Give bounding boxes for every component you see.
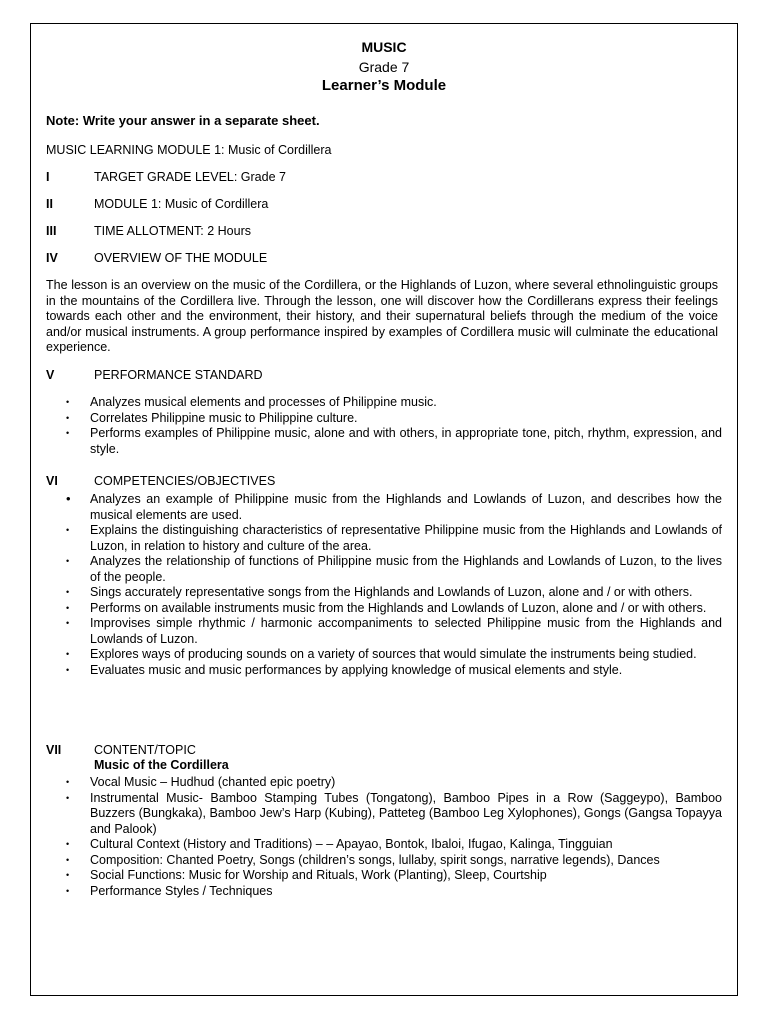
list-item: • Composition: Chanted Poetry, Songs (children’s songs, lullaby, spirit songs, narrative legends), Dances: [66, 852, 660, 867]
module-title: MUSIC LEARNING MODULE 1: Music of Cordillera: [46, 143, 332, 157]
bullet-icon: •: [66, 618, 70, 628]
section-number: IV: [46, 251, 58, 265]
section-time-allotment: TIME ALLOTMENT: 2 Hours: [94, 224, 251, 238]
bullet-icon: •: [66, 428, 70, 438]
list-item: • Explains the distinguishing characteristics of representative Philippine music from the Highlands and Lowlands of Luzon, in relation to history and culture of the area.: [66, 523, 722, 553]
section-number: VII: [46, 743, 62, 757]
section-content-topic: CONTENT/TOPIC: [94, 743, 196, 757]
section-performance-standard: PERFORMANCE STANDARD: [94, 368, 263, 382]
list-item: • Instrumental Music- Bamboo Stamping Tubes (Tongatong), Bamboo Pipes in a Row (Saggeypo), Bamboo Buzzers (Bungkaka), Bamboo Jew’s Harp (Kubing), Patteteg (Bamboo Leg Xylophones), Gongs (Gangsa Topayya and Palook): [66, 790, 722, 836]
competencies-list: [66, 492, 722, 678]
section-competencies: COMPETENCIES/OBJECTIVES: [94, 474, 276, 488]
list-item: • Analyzes an example of Philippine music from the Highlands and Lowlands of Luzon, and describes how the musical elements are used.: [66, 491, 722, 522]
list-item: • Performance Styles / Techniques: [66, 883, 273, 898]
bullet-icon: •: [66, 854, 70, 865]
list-item: • Analyzes musical elements and processes of Philippine music.: [66, 395, 437, 409]
bullet-icon: •: [66, 491, 71, 506]
list-item: • Performs examples of Philippine music, alone and with others, in appropriate tone, pitch, rhythm, expression, and style.: [66, 426, 722, 456]
bullet-icon: •: [66, 556, 70, 566]
list-item: • Explores ways of producing sounds on a variety of sources that would simulate the instruments being studied.: [66, 647, 697, 661]
doc-title: MUSIC: [361, 39, 407, 55]
content-list: [66, 775, 722, 899]
section-number: II: [46, 197, 53, 211]
list-item: • Sings accurately representative songs from the Highlands and Lowlands of Luzon, alone and / or with others.: [66, 585, 693, 599]
bullet-icon: •: [66, 885, 70, 896]
section-number: V: [46, 368, 55, 382]
section-number: III: [46, 224, 57, 238]
section-overview: OVERVIEW OF THE MODULE: [94, 251, 268, 265]
section-target-grade: TARGET GRADE LEVEL: Grade 7: [94, 170, 286, 184]
bullet-icon: •: [66, 870, 70, 880]
list-item: • Correlates Philippine music to Philippine culture.: [66, 410, 358, 425]
bullet-icon: •: [66, 412, 70, 423]
section-module: MODULE 1: Music of Cordillera: [94, 197, 269, 211]
list-item: • Evaluates music and music performances by applying knowledge of musical elements and style.: [66, 662, 623, 677]
section-number: I: [46, 170, 50, 184]
bullet-icon: •: [66, 602, 70, 613]
list-item: • Analyzes the relationship of functions of Philippine music from the Highlands and Lowlands of Luzon, to the lives of the people.: [66, 554, 722, 584]
bullet-icon: •: [66, 839, 70, 849]
bullet-icon: •: [66, 792, 70, 803]
list-item: • Social Functions: Music for Worship and Rituals, Work (Planting), Sleep, Courtship: [66, 868, 547, 882]
section-number: VI: [46, 474, 58, 488]
doc-module: Learner’s Module: [321, 77, 447, 94]
bullet-icon: •: [66, 587, 70, 597]
bullet-icon: •: [66, 777, 70, 787]
doc-grade: Grade 7: [358, 59, 410, 75]
bullet-icon: •: [66, 397, 70, 407]
list-item: • Improvises simple rhythmic / harmonic accompaniments to selected Philippine music from the Highlands and Lowlands of Luzon.: [66, 616, 722, 646]
performance-list: [66, 395, 722, 457]
note: Note: Write your answer in a separate sheet.: [46, 113, 320, 128]
list-item: • Performs on available instruments music from the Highlands and Lowlands of Luzon, alone and / or with others.: [66, 600, 707, 615]
overview-paragraph: The lesson is an overview on the music of the Cordillera, or the Highlands of Luzon, where several ethnolinguistic groups in the mountains of the Cordillera live. Through the lesson, one will discover how the Cordillerans express their feelings towards each other and the environment, their history, and their supernatural beliefs through the medium of the voice and/or musical instruments. A group performance inspired by examples of Cordillera music will culminate the educational experience.: [46, 278, 718, 354]
list-item: • Vocal Music – Hudhud (chanted epic poetry): [66, 775, 336, 789]
list-item: • Cultural Context (History and Traditions) – – Apayao, Bontok, Ibaloi, Ifugao, Kalinga, Tingguian: [66, 837, 613, 851]
bullet-icon: •: [66, 649, 70, 659]
content-heading: Music of the Cordillera: [94, 758, 229, 772]
bullet-icon: •: [66, 664, 70, 675]
bullet-icon: •: [66, 525, 70, 535]
